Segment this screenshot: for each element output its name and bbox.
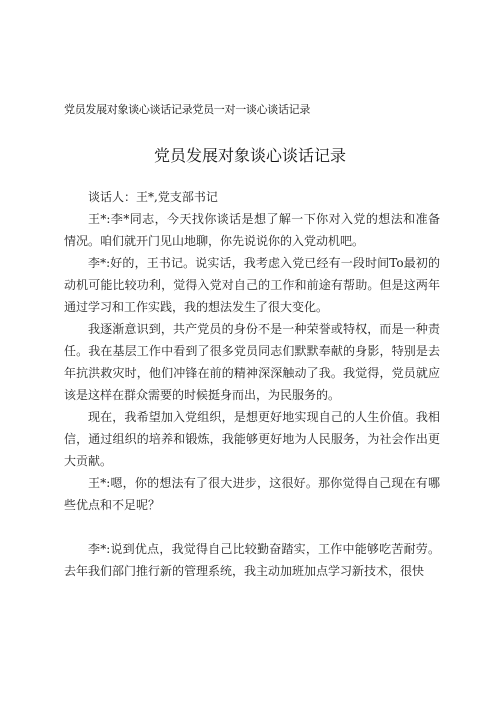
paragraph: 现在，我希望加入党组织，是想更好地实现自己的人生价值。我相信，通过组织的培养和锻炼，我能够更好地为人民服务，为社会作出更大贡献。 xyxy=(64,410,440,468)
paragraph: 李*:说到优点，我觉得自己比较勤奋踏实，工作中能够吃苦耐劳。去年我们部门推行新的管理系统，我主动加班加点学习新技术，很快 xyxy=(64,542,440,578)
document-body xyxy=(64,186,440,582)
speaker-line: 谈话人：王*,党支部书记 xyxy=(88,190,218,204)
paragraph: 王*:嗯，你的想法有了很大进步，这很好。那你觉得自己现在有哪些优点和不足呢？ xyxy=(64,476,440,512)
running-header: 党员发展对象谈心谈话记录党员一对一谈心谈话记录 xyxy=(64,103,311,116)
paragraph: 我逐渐意识到，共产党员的身份不是一种荣誉或特权，而是一种责任。我在基层工作中看到了很多党员同志们默默奉献的身影，特别是去年抗洪救灾时，他们冲锋在前的精神深深触动了我。我觉得，党员就应该是这样在群众需要的时候挺身而出，为民服务的。 xyxy=(64,322,440,402)
document-title: 党员发展对象谈心谈话记录 xyxy=(153,146,346,165)
paragraph: 李*:好的，王书记。说实话，我考虑入党已经有一段时间To最初的动机可能比较功利，觉得入党对自己的工作和前途有帮助。但是这两年通过学习和工作实践，我的想法发生了很大变化。 xyxy=(64,256,440,314)
paragraph: 王*:李*同志，今天找你谈话是想了解一下你对入党的想法和准备情况。咱们就开门见山地聊，你先说说你的入党动机吧。 xyxy=(64,212,440,248)
